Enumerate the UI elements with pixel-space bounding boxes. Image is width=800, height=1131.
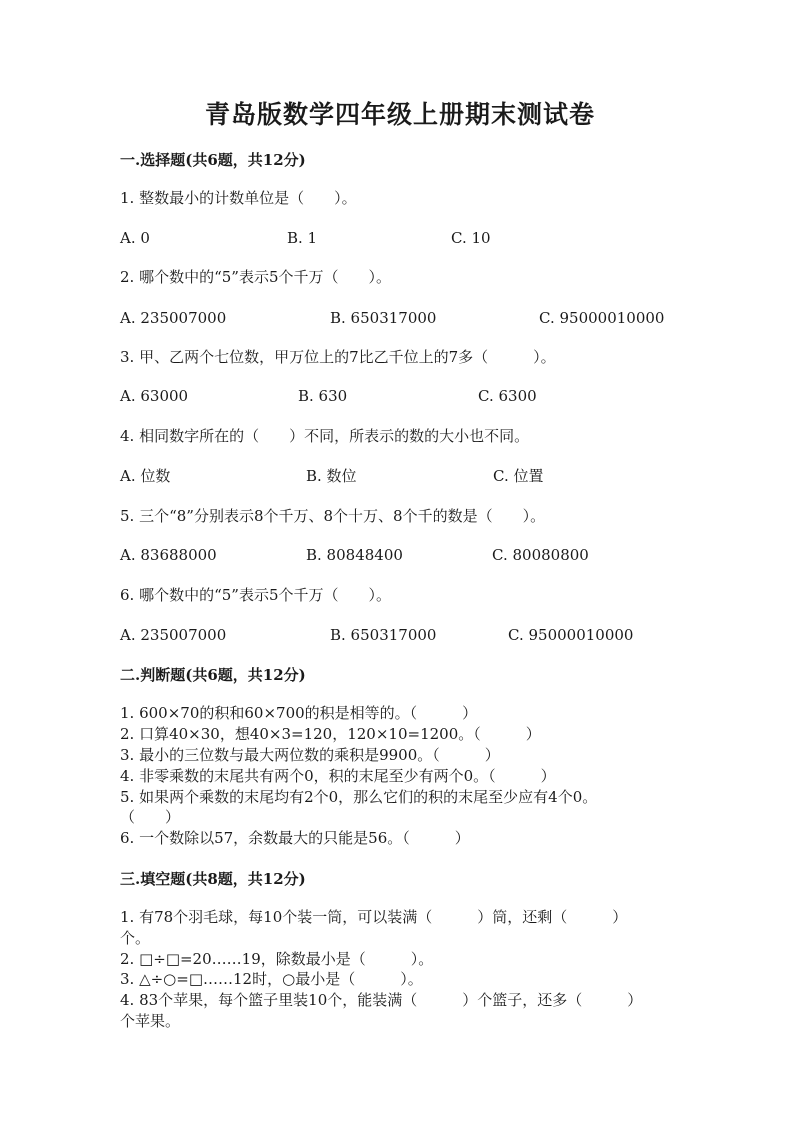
- section-heading-fill: 三.填空题(共8题，共12分): [120, 870, 306, 888]
- judgment-item: 3. 最小的三位数与最大两位数的乘积是9900。（ ）: [120, 746, 500, 764]
- option-c: C. 80080800: [492, 546, 589, 564]
- fill-item: 1. 有78个羽毛球，每10个装一筒，可以装满（ ）筒，还剩（ ）: [120, 908, 628, 926]
- question-text: 4. 相同数字所在的（ ）不同，所表示的数的大小也不同。: [120, 427, 530, 445]
- judgment-item-continued: （ ）: [120, 808, 181, 826]
- question-text: 2. 哪个数中的“5”表示5个千万（ ）。: [120, 268, 392, 286]
- option-a: A. 235007000: [120, 309, 227, 327]
- section-heading-choice: 一.选择题(共6题，共12分): [120, 151, 306, 169]
- option-a: A. 83688000: [120, 546, 217, 564]
- option-b: B. 80848400: [306, 546, 403, 564]
- page-title: 青岛版数学四年级上册期末测试卷: [204, 100, 595, 129]
- fill-item-continued: 个苹果。: [120, 1012, 181, 1030]
- fill-item: 4. 83个苹果，每个篮子里装10个，能装满（ ）个篮子，还多（ ）: [120, 991, 643, 1009]
- option-b: B. 650317000: [330, 309, 437, 327]
- option-c: C. 位置: [493, 467, 544, 485]
- option-b: B. 数位: [306, 467, 357, 485]
- fill-item-continued: 个。: [120, 929, 151, 947]
- option-c: C. 95000010000: [539, 309, 665, 327]
- judgment-item: 2. 口算40×30，想40×3=120，120×10=1200。（ ）: [120, 725, 541, 743]
- question-text: 6. 哪个数中的“5”表示5个千万（ ）。: [120, 586, 392, 604]
- option-a: A. 位数: [120, 467, 171, 485]
- option-c: C. 6300: [478, 387, 537, 405]
- option-a: A. 235007000: [120, 626, 227, 644]
- question-text: 3. 甲、乙两个七位数，甲万位上的7比乙千位上的7多（ ）。: [120, 348, 556, 366]
- judgment-item: 4. 非零乘数的末尾共有两个0，积的末尾至少有两个0。（ ）: [120, 767, 556, 785]
- section-heading-judgment: 二.判断题(共6题，共12分): [120, 666, 306, 684]
- option-c: C. 10: [451, 229, 491, 247]
- question-text: 1. 整数最小的计数单位是（ ）。: [120, 189, 357, 207]
- option-b: B. 650317000: [330, 626, 437, 644]
- judgment-item: 6. 一个数除以57，余数最大的只能是56。（ ）: [120, 829, 470, 847]
- question-text: 5. 三个“8”分别表示8个千万、8个十万、8个千的数是（ ）。: [120, 507, 546, 525]
- option-a: A. 0: [120, 229, 150, 247]
- judgment-item: 1. 600×70的积和60×700的积是相等的。（ ）: [120, 704, 478, 722]
- option-b: B. 1: [287, 229, 318, 247]
- option-b: B. 630: [298, 387, 348, 405]
- option-a: A. 63000: [120, 387, 189, 405]
- option-c: C. 95000010000: [508, 626, 634, 644]
- fill-item: 3. △÷○=□……12时，○最小是（ ）。: [120, 970, 423, 988]
- fill-item: 2. □÷□=20……19，除数最小是（ ）。: [120, 950, 434, 968]
- judgment-item: 5. 如果两个乘数的末尾均有2个0，那么它们的积的末尾至少应有4个0。: [120, 788, 598, 806]
